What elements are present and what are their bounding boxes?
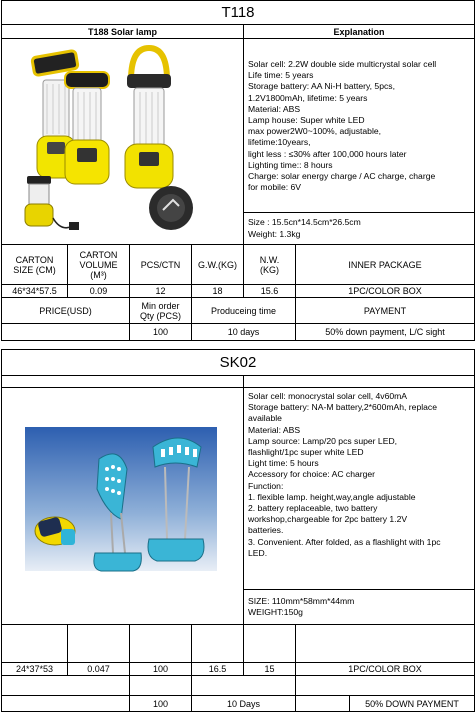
sk02-value-nw: 15 (244, 663, 296, 676)
desc-line: max power2W0~100%, adjustable, (248, 126, 382, 137)
value-producing-time: 10 days (192, 324, 296, 340)
desc-line: LED. (248, 547, 268, 558)
value-pcs-ctn: 12 (130, 285, 192, 298)
sk02-header-nw (244, 625, 296, 663)
sk02-header-carton-size (2, 625, 68, 663)
desc-line: for mobile: 6V (248, 182, 302, 193)
desc-line: Solar cell: 2.2W double side multicrystal solar cell (248, 59, 437, 69)
weight-line: Weight: 1.3kg (248, 228, 301, 239)
header-min-order: Min order Qty (PCS) (130, 298, 192, 324)
desc-line: Accessory for choice: AC charger (248, 469, 376, 480)
header-payment: PAYMENT (296, 298, 474, 324)
desc-line: Material: ABS (248, 424, 301, 435)
desc-line: Storage battery: AA Ni-H battery, 5pcs, (248, 81, 395, 92)
sk02-empty-header-right (244, 376, 474, 388)
header-carton-size: CARTON SIZE (CM) (2, 245, 68, 285)
desc-line: Charge: solar energy charge / AC charge, charge (248, 171, 436, 182)
sk02-sheet (1, 349, 475, 712)
sk02-header-min-order (130, 676, 192, 696)
sk02-value-spacer (296, 696, 350, 711)
desc-line: batteries. (248, 525, 284, 536)
header-price: PRICE(USD) (2, 298, 130, 324)
desc-line: workshop,chargeable for 2pc battery 1.2V (248, 514, 408, 525)
desc-line: Light time: 5 hours (248, 458, 319, 469)
weight-line: WEIGHT:150g (248, 607, 303, 617)
value-gw: 18 (192, 285, 244, 298)
t118-lamp-illustration (3, 40, 243, 244)
t118-description (244, 39, 474, 213)
sk02-value-inner-package: 1PC/COLOR BOX (296, 663, 474, 676)
sk02-lamp-illustration (3, 389, 243, 624)
sk02-model-title: SK02 (2, 350, 474, 376)
sk02-value-price (2, 696, 130, 711)
sk02-value-producing-time: 10 Days (192, 696, 296, 711)
desc-line: light less : ≤30% after 100,000 hours later (248, 148, 407, 159)
value-carton-size: 46*34*57.5 (2, 285, 68, 298)
value-inner-package: 1PC/COLOR BOX (296, 285, 474, 298)
sk02-header-payment (296, 676, 474, 696)
desc-line: 1. flexible lamp. height,way,angle adjustable (248, 491, 416, 502)
value-price (2, 324, 130, 340)
lamp-handle-image (125, 48, 173, 188)
desc-line: 1.2V1800mAh, lifetime: 5 years (248, 92, 368, 103)
lamp-dark-lid-image (65, 72, 109, 184)
desc-line: available (248, 413, 282, 424)
sk02-value-carton-volume: 0.047 (68, 663, 130, 676)
sk02-header-inner-package (296, 625, 474, 663)
desc-line: 3. Convenient. After folded, as a flashlight with 1pc (248, 536, 441, 547)
folded-flashlight-image (35, 516, 75, 545)
sk02-header-carton-volume (68, 625, 130, 663)
sk02-header-pcs-ctn (130, 625, 192, 663)
desc-line: lifetime:10years, (248, 137, 311, 148)
header-pcs-ctn: PCS/CTN (130, 245, 192, 285)
sk02-product-photo (2, 388, 244, 625)
value-payment: 50% down payment, L/C sight (325, 327, 445, 337)
sk02-empty-header-left (2, 376, 244, 388)
sk02-description (244, 388, 474, 590)
header-carton-volume: CARTON VOLUME (M³) (68, 245, 130, 285)
desc-line: Solar cell: monocrystal solar cell, 4v60mA (248, 391, 408, 401)
sk02-value-min-order: 100 (130, 696, 192, 711)
desc-line: Lamp house: Super white LED (248, 115, 365, 126)
desc-line: Lighting time:: 8 hours (248, 159, 333, 170)
sk02-value-pcs-ctn: 100 (130, 663, 192, 676)
sk02-size-weight (244, 590, 474, 625)
sk02-value-carton-size: 24*37*53 (2, 663, 68, 676)
sk02-value-gw: 16.5 (192, 663, 244, 676)
desc-line: flashlight/1pc super white LED (248, 447, 364, 458)
t118-explanation-header: Explanation (244, 25, 474, 39)
desc-line: Lamp source: Lamp/20 pcs super LED, (248, 435, 398, 446)
header-inner-package: INNER PACKAGE (296, 245, 474, 285)
t118-product-name: T188 Solar lamp (2, 25, 244, 39)
sk02-header-producing-time (192, 676, 296, 696)
t118-sheet (1, 0, 475, 341)
desc-line: Life time: 5 years (248, 70, 314, 81)
lamp-base-image (149, 186, 193, 230)
sk02-header-price (2, 676, 130, 696)
header-nw: N.W.(KG) (244, 245, 296, 285)
header-producing-time: Produceing time (192, 298, 296, 324)
desc-line: Function: (248, 480, 284, 491)
size-line: SIZE: 110mm*58mm*44mm (248, 595, 355, 606)
desc-line: 2. battery replaceable, two battery (248, 503, 378, 514)
lamp-with-charger-image (25, 176, 79, 230)
desc-line: Storage battery: NA-M battery,2*600mAh, replace (248, 402, 437, 413)
header-gw: G.W.(KG) (192, 245, 244, 285)
t118-model-title: T118 (2, 1, 474, 25)
value-nw: 15.6 (244, 285, 296, 298)
value-carton-volume: 0.09 (68, 285, 130, 298)
desc-line: Material: ABS (248, 103, 301, 114)
sk02-header-gw (192, 625, 244, 663)
t118-size-weight (244, 213, 474, 245)
sk02-value-payment: 50% DOWN PAYMENT (365, 698, 459, 709)
size-line: Size : 15.5cn*14.5cm*26.5cm (248, 217, 361, 228)
value-min-order: 100 (130, 324, 192, 340)
t118-product-photos (2, 39, 244, 245)
